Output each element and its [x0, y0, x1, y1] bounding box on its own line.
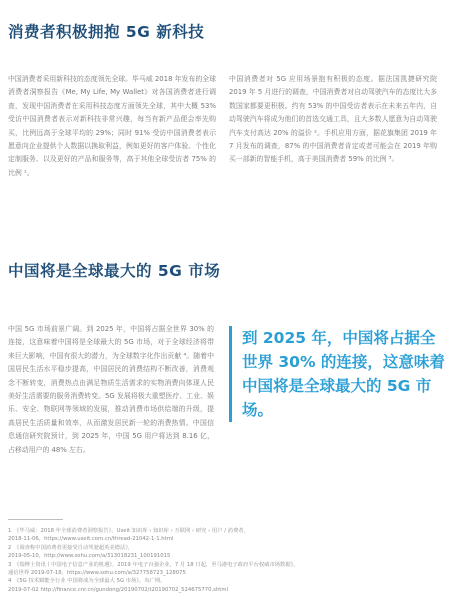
section-title-5g-market: 中国将是全球最大的 5G 市场: [8, 262, 221, 280]
footnotes: [8, 527, 448, 594]
footnote-line: 2019-05-10，http://www.sohu.com/a/313018231_100191015: [8, 553, 171, 560]
footnote-line: 3 《瑞博士资讯丨中国电子信息产业的机遇》，2019 年电子百强企业，7 月 18 日起，至马港电子政府平台权威市场数据》，: [8, 561, 299, 568]
pullquote: 到 2025 年，中国将占据全世界 30% 的连接，这意味着中国将是全球最大的 5G 市场。: [229, 326, 449, 422]
footnote-line: 2018-11-06，https://www.useit.com.cn/thread-21042-1-1.html: [8, 536, 174, 543]
footnote-divider: [8, 519, 63, 520]
footnote-line: 2019-07-02 http://finance.cnr.cn/gundong/20190702/t20190702_524675770.shtml: [8, 586, 228, 593]
footnote-line: 4 《5G 技术赋能全行业 中国将成为全球最大 5G 市场》，央广网，: [8, 578, 166, 585]
paragraph-consumer-attitude: 中国消费者采用新科技的态度领先全球。毕马威 2018 年发布的全球消费者洞察报告《Me, My Life, My Wallet》对各国消费者进行调查，发现中国消费者在采用科技态度方面领先全球，其中大概 53% 受访中国消费者表示对新科技非常兴趣，每当有新产品便会率先购买，比例远高于全球平均的 29%；同时 91% 受访中国消费者表示愿意向企业提供个人数据以换取利益，例如更好的客户体验、个性化定制服务、以及更好的产品和服务等，高于其他全球受访者 75% 的比例 ¹。: [8, 75, 216, 177]
paragraph-5g-scenarios: 中国消费者对 5G 应用场景抱有积极的态度。据法国凯捷研究院 2019 年 5 月进行的调查，中国消费者对自动驾驶汽车的态度比大多数国家都要更积极。约有 53% 的中国受访者表示在未来五年内，自动驾驶汽车将成为他们的首选交通工具，且大多数人愿意为自动驾驶汽车支付高达 20% 的溢价 ²。手机应用方面，据花旗集团 2019 年 7 月发布的调查，87% 的中国消费者肯定或者可能会在 2019 年购买一部新的智能手机，高于美国消费者 59% 的比例 ³。: [229, 75, 437, 164]
paragraph-5g-market: 中国 5G 市场前景广阔。到 2025 年，中国将占据全世界 30% 的连接，这意味着中国将是全球最大的 5G 市场，对于全球经济将带来巨大影响，中国有很大的潜力，为全球数字化作出贡献 ⁴。随着中国居民生活水平稳步提高，中国居民的消费结构不断改善，消费观念不断转变，消费热点由满足物质生活需求的实物消费向体现人民美好生活需要的服务消费转变。5G 发展将极大重塑医疗、工业、娱乐、安全、物联网等领域的发展，推动消费市场供给端的升级，提高居民生活质量和效率，从而激发居民新一轮的消费热情。中国信息通信研究院预计，到 2025 年，中国 5G 用户将达到 8.16 亿，占移动用户的 48% 左右。: [8, 325, 214, 454]
footnote-line: 1 《毕马威：2018 年全球消费者洞察报告》，Useit 知识库 › 知识库 › 互联网 › 研究 › 用户 / 消费者，: [8, 528, 249, 534]
footnote-line: 通信世界 2019-07-18，https://www.sohu.com/a/327758723_128075: [8, 570, 186, 577]
footnote-line: 2 《调查称中国消费者更接受自动驾驶超英美德法》，: [8, 544, 134, 551]
section-title-consumers: 消费者积极拥抱 5G 新科技: [8, 23, 205, 41]
